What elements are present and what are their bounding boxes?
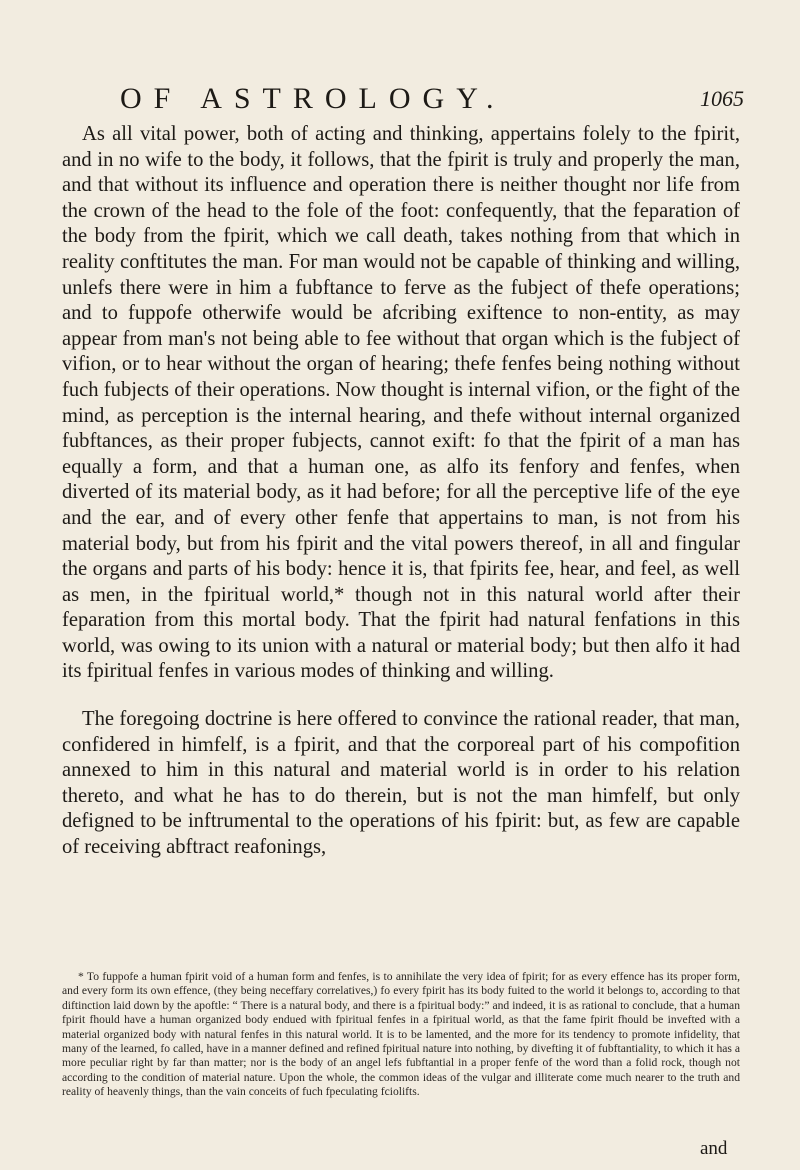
footnote [62,970,740,1100]
page-number: 1065 [700,86,744,111]
main-text [62,122,740,861]
footnote-text: * To fuppofe a human fpirit void of a human form and fenfes, is to annihilate the very idea of fpirit; for as every effence has its proper form, and every form its own effence, (they being neceffary correlatives,) fo every fpirit has its body fuited to the world it belongs to, according to that diftinction laid down by the apoftle: “ There is a natural body, and there is a fpiritual body:” and indeed, it is as rational to conclude, that a human fpirit fhould have a human organized body endued with fpiritual fenfes in a fpiritual world, as that the fame fpirit fhould be invefted with a material organized body with natural fenfes in this natural world. It is to be lamented, and the more for its tendency to promote infidelity, that many of the learned, fo called, have in a manner defined and refined fpiritual nature into nothing, by divefting it of fubftantiality, to which it has a more peculiar right by far than matter; nor is the body of an angel lefs fubftantial in a proper fenfe of the word than a folid rock, though not according to the condition of material nature. Upon the whole, the common ideas of the vulgar and illiterate come much nearer to the truth and reality of heavenly things, than the vain conceits of fuch fpeculating fciolifts. [62,970,740,1099]
paragraph-1: As all vital power, both of acting and thinking, appertains folely to the fpirit, and in no wife to the body, it follows, that the fpirit is truly and properly the man, and that without its influence and operation there is neither thought nor life from the crown of the head to the fole of the foot: confequently, that the feparation of the body from the fpirit, which we call death, takes nothing from that which in reality conftitutes the man. For man would not be capable of thinking and willing, unlefs there were in him a fubftance to ferve as the fubject of thefe operations; and to fuppofe otherwife would be afcribing exiftence to non-entity, as may appear from man's not being able to fee without that organ which is the fubject of vifion, or to hear without the organ of hearing; thefe fenfes being nothing without fuch fubjects of their operations. Now thought is internal vifion, or the fight of the mind, as perception is the internal hearing, and thefe without internal organized fubftances, as their proper fubjects, cannot exift: fo that the fpirit of a man has equally a form, and that a human one, as alfo its fenfory and fenfes, when diverted of its material body, as it had before; for all the perceptive life of the eye and the ear, and of every other fenfe that appertains to man, is not from his material body, but from his fpirit and the vital powers thereof, in all and fingular the organs and parts of his body: hence it is, that fpirits fee, hear, and feel, as well as men, in the fpiritual world,* though not in this natural world after their feparation from this mortal body. That the fpirit had natural fenfations in this world, was owing to its union with a natural or material body; but then alfo it had its fpiritual fenfes in various modes of thinking and willing. [62,123,740,683]
catchword: and [700,1138,728,1159]
running-title: OF ASTROLOGY. [120,82,506,115]
paragraph-2: The foregoing doctrine is here offered to convince the rational reader, that man, confidered in himfelf, is a fpirit, and that the corporeal part of his compofition annexed to him in this natural and material world is in order to his relation thereto, and what he has to do therein, but is not the man himfelf, but only defigned to be inftrumental to the operations of his fpirit: but, as few are capable of receiving abftract reafonings, [62,708,740,859]
